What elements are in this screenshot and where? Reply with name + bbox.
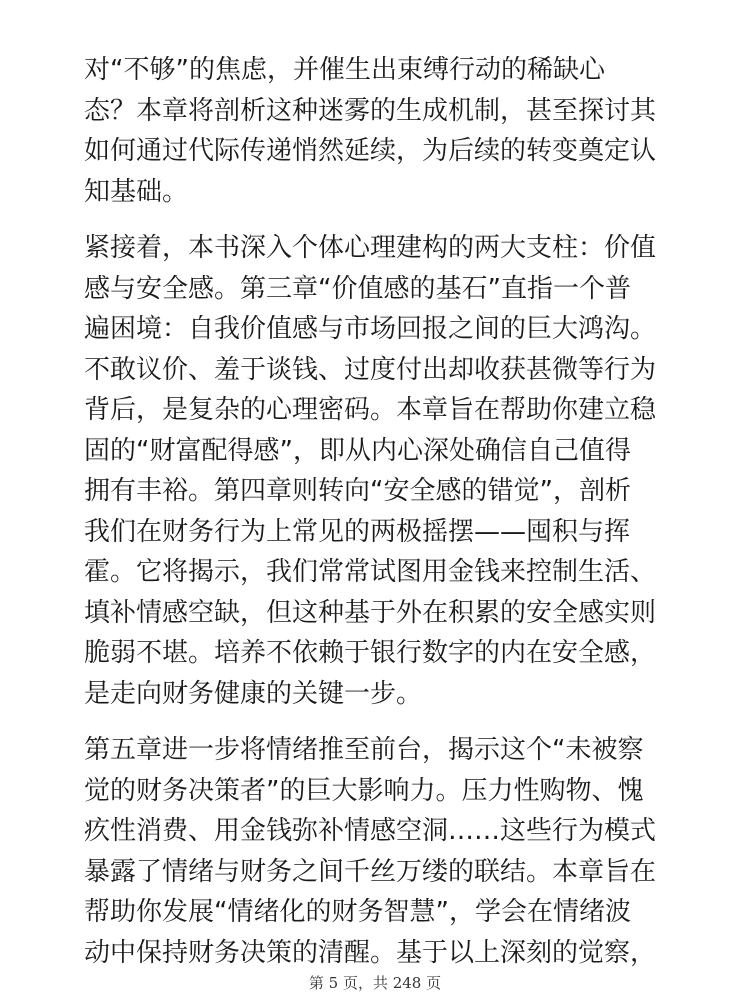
text-line: 固的“财富配得感”，即从内心深处确信自己值得 [84,435,631,466]
paragraph-1 [84,50,684,212]
text-line: 觉的财务决策者”的巨大影响力。压力性购物、愧 [84,775,644,806]
text-line: 我们在财务行为上常见的两极摇摆——囤积与挥 [84,516,631,547]
paragraph-3 [84,730,684,973]
text-line: 拥有丰裕。第四章则转向“安全感的错觉”，剖析 [84,476,631,506]
text-line: 感与安全感。第三章“价值感的基石”直指一个普 [84,273,631,304]
text-line: 态？本章将剖析这种迷雾的生成机制，甚至探讨其 [84,95,657,126]
body-text [84,50,684,989]
text-line: 暴露了情绪与财务之间千丝万缕的联结。本章旨在 [84,856,657,887]
text-line: 帮助你发展“情绪化的财务智慧”，学会在情绪波 [84,897,631,927]
text-line: 不敢议价、羞于谈钱、过度付出却收获甚微等行为 [84,354,657,385]
text-line: 如何通过代际传递悄然延续，为后续的转变奠定认 [84,136,657,166]
text-line: 是走向财务健康的关键一步。 [84,678,423,709]
text-line: 填补情感空缺，但这种基于外在积累的安全感实则 [84,597,657,628]
paragraph-2 [84,228,684,714]
page-number: 第 5 页，共 248 页 [308,974,442,992]
text-line: 脆弱不堪。培养不依赖于银行数字的内在安全感， [84,638,657,668]
text-line: 紧接着，本书深入个体心理建构的两大支柱：价值 [84,233,657,263]
text-line: 疚性消费、用金钱弥补情感空洞……这些行为模式 [84,816,657,846]
text-line: 对“不够”的焦虑，并催生出束缚行动的稀缺心 [84,55,605,85]
text-line: 第五章进一步将情绪推至前台，揭示这个“未被察 [84,735,644,765]
text-line: 遍困境：自我价值感与市场回报之间的巨大鸿沟。 [84,314,657,344]
text-line: 知基础。 [84,176,189,207]
text-line: 动中保持财务决策的清醒。基于以上深刻的觉察， [84,937,657,968]
text-line: 霍。它将揭示，我们常常试图用金钱来控制生活、 [84,557,657,587]
text-line: 背后，是复杂的心理密码。本章旨在帮助你建立稳 [84,395,657,425]
